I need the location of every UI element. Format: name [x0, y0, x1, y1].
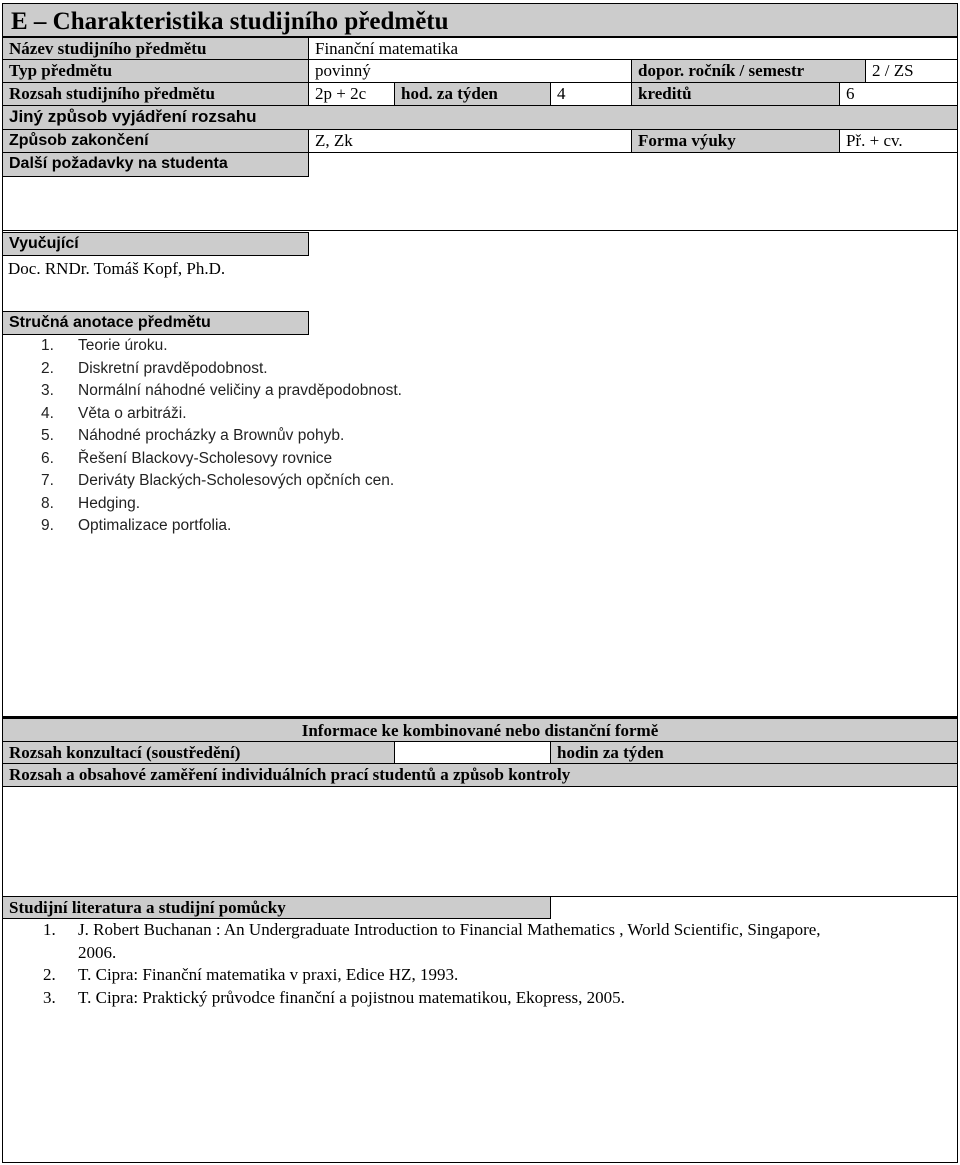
scope-value: 2p + 2c	[308, 82, 395, 106]
literature-item	[8, 919, 948, 964]
literature-item	[8, 964, 948, 987]
annotation-item-number: 7.	[41, 472, 54, 489]
annotation-item-number: 6.	[41, 449, 54, 467]
form-title-bar	[2, 3, 958, 37]
type-label: Typ předmětu	[2, 59, 309, 83]
annotation-item-number: 5.	[41, 427, 54, 444]
literature-item-text: J. Robert Buchanan : An Undergraduate Introduction to Financial Mathematics , World Scientific, Singapore,	[78, 920, 821, 939]
teachers-label: Vyučující	[2, 232, 309, 256]
literature-item-text: T. Cipra: Praktický průvodce finanční a pojistnou matematikou, Ekopress, 2005.	[78, 987, 625, 1007]
annotation-item-text: Hedging.	[78, 494, 141, 512]
literature-item-number: 3.	[43, 987, 56, 1007]
annotation-item	[8, 358, 708, 381]
annotation-item-number: 2.	[41, 359, 54, 377]
year-value: 2 / ZS	[865, 59, 958, 83]
annotation-item	[8, 493, 708, 516]
annotation-item-text: Diskretní pravděpodobnost.	[78, 359, 268, 377]
page-title: E – Charakteristika studijního předmětu	[11, 8, 449, 35]
hours-value: 4	[550, 82, 632, 106]
divider	[2, 230, 958, 231]
credits-label: kreditů	[631, 82, 840, 106]
literature-item-text: T. Cipra: Finanční matematika v praxi, Edice HZ, 1993.	[78, 965, 459, 984]
credits-value: 6	[839, 82, 958, 106]
annotation-item	[8, 380, 708, 403]
annotation-item	[8, 470, 708, 493]
literature-list	[8, 919, 948, 1009]
consult-unit: hodin za týden	[550, 741, 958, 764]
annotation-item-number: 4.	[41, 404, 54, 422]
annotation-item	[8, 335, 708, 358]
annotation-item-text: Deriváty Blackých-Scholesových opčních cen.	[78, 472, 395, 489]
works-label: Rozsah a obsahové zaměření individuálních prací studentů a způsob kontroly	[2, 763, 958, 787]
annotation-item-text: Řešení Blackovy-Scholesovy rovnice	[78, 449, 333, 467]
annotation-item-text: Optimalizace portfolia.	[78, 517, 232, 534]
annotation-item-number: 9.	[41, 517, 54, 534]
hours-label: hod. za týden	[394, 82, 551, 106]
distance-header	[2, 716, 958, 742]
annotation-item-text: Normální náhodné veličiny a pravděpodobnost.	[78, 382, 402, 399]
annotation-item-text: Teorie úroku.	[78, 337, 168, 354]
annotation-item-number: 8.	[41, 494, 54, 512]
literature-item-number: 2.	[43, 965, 56, 984]
name-value: Finanční matematika	[308, 37, 958, 60]
annotation-label: Stručná anotace předmětu	[2, 311, 309, 335]
annotation-item-number: 1.	[41, 337, 54, 354]
distance-title: Informace ke kombinované nebo distanční formě	[301, 721, 659, 740]
type-value: povinný	[308, 59, 632, 83]
annotation-item-text: Věta o arbitráži.	[78, 404, 187, 422]
annotation-list	[8, 335, 708, 538]
literature-label: Studijní literatura a studijní pomůcky	[2, 896, 551, 919]
name-label: Název studijního předmětu	[2, 37, 309, 60]
literature-item-number: 1.	[43, 920, 56, 939]
completion-value: Z, Zk	[308, 129, 632, 153]
annotation-item	[8, 403, 708, 426]
annotation-item	[8, 515, 708, 538]
consult-value	[394, 741, 551, 764]
completion-label: Způsob zakončení	[2, 129, 309, 153]
teachers-value: Doc. RNDr. Tomáš Kopf, Ph.D.	[8, 259, 226, 278]
annotation-item	[8, 448, 708, 471]
annotation-item-number: 3.	[41, 382, 54, 399]
consult-label: Rozsah konzultací (soustředění)	[2, 741, 395, 764]
form-value: Př. + cv.	[839, 129, 958, 153]
form-label: Forma výuky	[631, 129, 840, 153]
year-label: dopor. ročník / semestr	[631, 59, 866, 83]
requirements-label: Další požadavky na studenta	[2, 152, 309, 177]
literature-item	[8, 987, 948, 1010]
annotation-item	[8, 425, 708, 448]
literature-item-continuation: 2006.	[78, 942, 117, 962]
other-scope-label: Jiný způsob vyjádření rozsahu	[2, 105, 958, 130]
scope-label: Rozsah studijního předmětu	[2, 82, 309, 106]
annotation-item-text: Náhodné procházky a Brownův pohyb.	[78, 427, 345, 444]
